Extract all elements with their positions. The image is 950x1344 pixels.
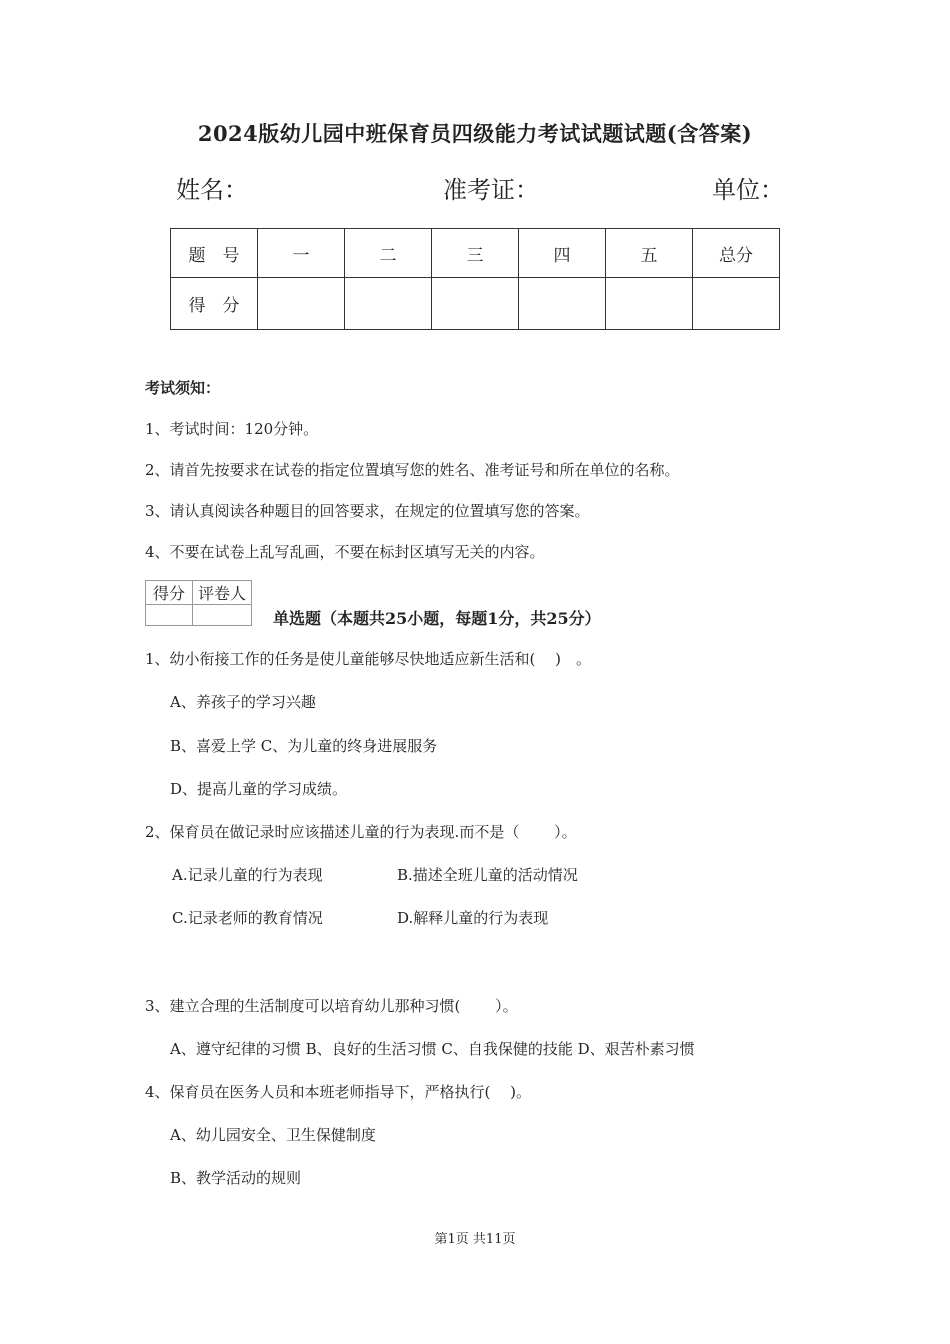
question-option: B、教学活动的规则 xyxy=(170,1169,302,1187)
question-option: C.记录老师的教育情况 xyxy=(172,909,323,927)
score-table-header: 四 xyxy=(519,229,606,278)
score-table xyxy=(170,228,780,330)
grader-score-label: 得分 xyxy=(146,581,193,605)
question-option: A、养孩子的学习兴趣 xyxy=(170,693,316,711)
name-field-label: 姓名： xyxy=(176,176,248,204)
notice-item: 1、考试时间：120分钟。 xyxy=(145,420,319,438)
score-table-header: 五 xyxy=(606,229,693,278)
notice-heading: 考试须知： xyxy=(145,379,221,397)
score-table-header: 三 xyxy=(432,229,519,278)
score-table-header: 题 号 xyxy=(171,229,258,278)
question-option: D、提高儿童的学习成绩。 xyxy=(170,780,348,798)
section-heading: 单选题（本题共25小题，每题1分，共25分） xyxy=(273,609,601,628)
question-stem: 4、保育员在医务人员和本班老师指导下，严格执行( )。 xyxy=(145,1083,532,1101)
grader-name-label: 评卷人 xyxy=(193,581,252,605)
unit-field-label: 单位： xyxy=(712,176,784,204)
question-option: B.描述全班儿童的活动情况 xyxy=(397,866,578,884)
question-option: D.解释儿童的行为表现 xyxy=(397,909,549,927)
page-footer: 第1页 共11页 xyxy=(434,1232,516,1247)
notice-item: 4、不要在试卷上乱写乱画，不要在标封区填写无关的内容。 xyxy=(145,543,545,561)
question-option: A.记录儿童的行为表现 xyxy=(172,866,323,884)
question-stem: 1、幼小衔接工作的任务是使儿童能够尽快地适应新生活和( ) 。 xyxy=(145,650,592,668)
question-stem: 2、保育员在做记录时应该描述儿童的行为表现.而不是（ ）。 xyxy=(145,823,577,841)
notice-item: 2、请首先按要求在试卷的指定位置填写您的姓名、准考证号和所在单位的名称。 xyxy=(145,461,680,479)
score-cell[interactable] xyxy=(258,278,345,330)
score-table-header: 一 xyxy=(258,229,345,278)
grader-name-cell[interactable] xyxy=(193,605,252,626)
page-title: 2024版幼儿园中班保育员四级能力考试试题试题(含答案) xyxy=(197,121,753,146)
notice-item: 3、请认真阅读各种题目的回答要求，在规定的位置填写您的答案。 xyxy=(145,502,590,520)
question-stem: 3、建立合理的生活制度可以培育幼儿那种习惯( ）。 xyxy=(145,997,518,1015)
score-table-header: 二 xyxy=(345,229,432,278)
score-table-header: 总分 xyxy=(693,229,780,278)
question-option: A、遵守纪律的习惯 B、良好的生活习惯 C、自我保健的技能 D、艰苦朴素习惯 xyxy=(170,1040,695,1058)
question-option: B、喜爱上学 C、为儿童的终身进展服务 xyxy=(170,737,438,755)
score-cell[interactable] xyxy=(432,278,519,330)
score-cell[interactable] xyxy=(519,278,606,330)
score-cell[interactable] xyxy=(693,278,780,330)
score-cell[interactable] xyxy=(345,278,432,330)
grader-score-cell[interactable] xyxy=(146,605,193,626)
question-option: A、幼儿园安全、卫生保健制度 xyxy=(170,1126,376,1144)
exam-id-field-label: 准考证： xyxy=(443,176,539,204)
grader-box xyxy=(145,580,252,626)
score-cell[interactable] xyxy=(606,278,693,330)
score-row-label: 得 分 xyxy=(171,278,258,330)
